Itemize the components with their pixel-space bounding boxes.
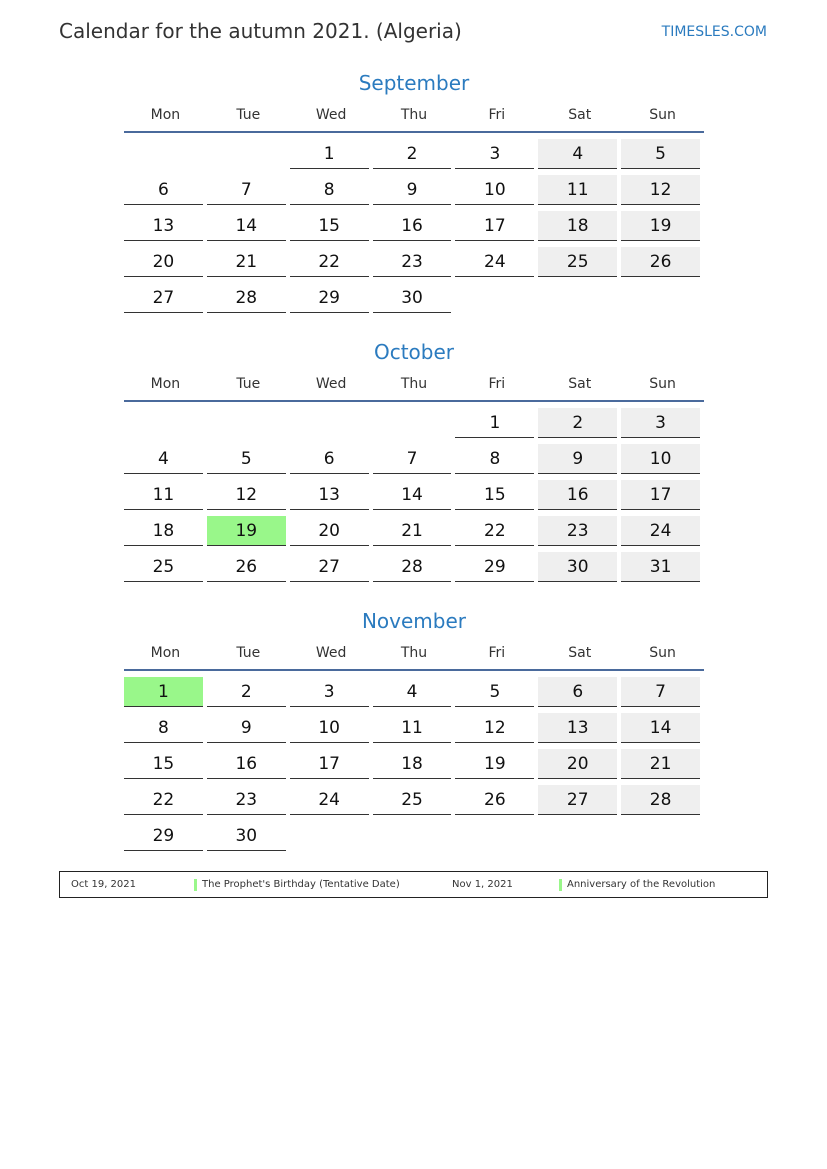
day-number: 27 [538, 785, 617, 815]
day-number: 20 [290, 516, 369, 546]
day-number: 28 [373, 552, 452, 582]
week-row [124, 550, 704, 586]
weekend-day-cell [538, 675, 621, 711]
holiday-legend [59, 871, 768, 898]
month-grid [124, 675, 704, 855]
weekday-label: Thu [400, 107, 428, 123]
day-cell [455, 783, 538, 819]
month-october [124, 339, 704, 586]
day-number: 10 [290, 713, 369, 743]
weekend-day-cell [538, 783, 621, 819]
day-cell [290, 550, 373, 586]
day-cell [124, 747, 207, 783]
day-cell [124, 711, 207, 747]
day-cell [455, 478, 538, 514]
weekend-day-cell [621, 406, 704, 442]
day-cell [207, 245, 290, 281]
day-cell [455, 137, 538, 173]
day-number: 19 [455, 749, 534, 779]
day-number: 14 [373, 480, 452, 510]
day-cell [290, 137, 373, 173]
day-number: 11 [373, 713, 452, 743]
day-number: 20 [538, 749, 617, 779]
weekend-day-cell [538, 442, 621, 478]
day-number: 7 [207, 175, 286, 205]
day-cell [124, 783, 207, 819]
legend-date: Nov 1, 2021 [452, 879, 513, 890]
weekend-day-cell [621, 783, 704, 819]
weekend-day-cell [621, 550, 704, 586]
day-cell [455, 514, 538, 550]
week-row [124, 245, 704, 281]
month-title: November [361, 609, 467, 633]
day-number: 24 [455, 247, 534, 277]
week-row [124, 783, 704, 819]
day-number: 27 [124, 283, 203, 313]
day-number: 23 [538, 516, 617, 546]
day-number: 10 [455, 175, 534, 205]
day-number: 13 [290, 480, 369, 510]
day-number: 26 [207, 552, 286, 582]
day-cell [455, 747, 538, 783]
weekday-label: Sat [568, 107, 592, 123]
day-cell [455, 245, 538, 281]
day-number: 9 [373, 175, 452, 205]
day-number: 26 [621, 247, 700, 277]
day-number: 17 [455, 211, 534, 241]
day-number: 1 [290, 139, 369, 169]
day-cell [207, 675, 290, 711]
day-number: 16 [538, 480, 617, 510]
day-number: 16 [373, 211, 452, 241]
weekday-label: Sat [568, 376, 592, 392]
empty-day-cell [538, 281, 621, 317]
day-number: 1 [455, 408, 534, 438]
day-cell [290, 209, 373, 245]
day-cell [455, 675, 538, 711]
weekday-label: Sun [649, 645, 676, 661]
empty-day-cell [290, 406, 373, 442]
day-number: 27 [290, 552, 369, 582]
empty-day-cell [621, 819, 704, 855]
week-row [124, 209, 704, 245]
day-number: 10 [621, 444, 700, 474]
legend-color-marker [194, 879, 197, 891]
day-cell [124, 173, 207, 209]
day-cell [373, 478, 456, 514]
day-number: 24 [621, 516, 700, 546]
weekday-label: Tue [236, 645, 261, 661]
day-cell [290, 783, 373, 819]
day-number: 7 [621, 677, 700, 707]
day-cell [124, 819, 207, 855]
weekday-label: Fri [488, 645, 506, 661]
weekday-label: Sun [649, 376, 676, 392]
day-cell [124, 281, 207, 317]
day-number: 4 [373, 677, 452, 707]
day-cell [290, 747, 373, 783]
day-cell [207, 819, 290, 855]
day-number: 23 [207, 785, 286, 815]
month-grid [124, 137, 704, 317]
day-cell [290, 514, 373, 550]
weekend-day-cell [621, 442, 704, 478]
day-cell [124, 550, 207, 586]
week-row [124, 819, 704, 855]
day-number: 22 [290, 247, 369, 277]
day-number: 19 [207, 516, 286, 546]
weekend-day-cell [621, 245, 704, 281]
month-grid [124, 406, 704, 586]
weekday-label: Fri [488, 376, 506, 392]
day-cell [290, 478, 373, 514]
week-row [124, 478, 704, 514]
day-number: 19 [621, 211, 700, 241]
weekday-label: Mon [150, 376, 181, 392]
day-number: 16 [207, 749, 286, 779]
day-number: 28 [207, 283, 286, 313]
holiday-day-cell [207, 514, 290, 550]
day-number: 3 [290, 677, 369, 707]
day-cell [290, 675, 373, 711]
weekend-day-cell [621, 173, 704, 209]
day-cell [455, 209, 538, 245]
weekend-day-cell [538, 173, 621, 209]
day-number: 12 [621, 175, 700, 205]
day-number: 29 [124, 821, 203, 851]
weekday-label: Mon [150, 107, 181, 123]
empty-day-cell [455, 819, 538, 855]
weekday-label: Thu [400, 376, 428, 392]
day-cell [207, 747, 290, 783]
day-cell [207, 783, 290, 819]
empty-day-cell [621, 281, 704, 317]
day-number: 12 [207, 480, 286, 510]
empty-day-cell [290, 819, 373, 855]
day-cell [455, 711, 538, 747]
legend-date: Oct 19, 2021 [71, 879, 136, 890]
day-number: 29 [290, 283, 369, 313]
day-number: 9 [207, 713, 286, 743]
day-number: 6 [290, 444, 369, 474]
day-number: 8 [124, 713, 203, 743]
day-number: 17 [621, 480, 700, 510]
weekend-day-cell [538, 550, 621, 586]
day-cell [373, 281, 456, 317]
weekend-day-cell [538, 245, 621, 281]
day-number: 22 [455, 516, 534, 546]
week-row [124, 137, 704, 173]
day-number: 2 [207, 677, 286, 707]
weekend-day-cell [538, 711, 621, 747]
day-cell [373, 442, 456, 478]
day-number: 25 [373, 785, 452, 815]
weekday-label: Tue [236, 376, 261, 392]
day-number: 1 [124, 677, 203, 707]
day-number: 4 [538, 139, 617, 169]
day-cell [373, 137, 456, 173]
week-row [124, 675, 704, 711]
day-cell [207, 209, 290, 245]
legend-holiday-name: Anniversary of the Revolution [567, 879, 716, 890]
week-row [124, 711, 704, 747]
month-november [124, 608, 704, 855]
month-title: October [373, 340, 455, 364]
weekend-day-cell [538, 137, 621, 173]
weekend-day-cell [538, 209, 621, 245]
weekday-label: Tue [236, 107, 261, 123]
day-number: 18 [538, 211, 617, 241]
day-number: 24 [290, 785, 369, 815]
day-cell [455, 173, 538, 209]
weekend-day-cell [538, 514, 621, 550]
weekend-day-cell [621, 478, 704, 514]
week-row [124, 406, 704, 442]
day-number: 9 [538, 444, 617, 474]
day-number: 30 [538, 552, 617, 582]
day-cell [373, 173, 456, 209]
day-cell [290, 245, 373, 281]
day-number: 15 [290, 211, 369, 241]
day-number: 8 [290, 175, 369, 205]
day-number: 17 [290, 749, 369, 779]
weekday-label: Wed [315, 376, 347, 392]
day-number: 13 [538, 713, 617, 743]
day-cell [207, 442, 290, 478]
day-number: 21 [207, 247, 286, 277]
weekend-day-cell [621, 137, 704, 173]
day-number: 30 [373, 283, 452, 313]
day-cell [373, 209, 456, 245]
weekend-day-cell [621, 711, 704, 747]
day-cell [455, 406, 538, 442]
day-number: 26 [455, 785, 534, 815]
day-cell [373, 783, 456, 819]
day-number: 14 [621, 713, 700, 743]
day-cell [373, 550, 456, 586]
week-row [124, 747, 704, 783]
day-number: 2 [373, 139, 452, 169]
day-number: 31 [621, 552, 700, 582]
day-cell [207, 281, 290, 317]
day-number: 25 [538, 247, 617, 277]
empty-day-cell [455, 281, 538, 317]
day-number: 22 [124, 785, 203, 815]
empty-day-cell [373, 819, 456, 855]
day-cell [124, 442, 207, 478]
empty-day-cell [207, 137, 290, 173]
day-cell [373, 245, 456, 281]
day-number: 25 [124, 552, 203, 582]
brand-link[interactable]: TIMESLES.COM [661, 24, 767, 40]
day-number: 5 [455, 677, 534, 707]
day-number: 20 [124, 247, 203, 277]
day-number: 6 [538, 677, 617, 707]
day-cell [373, 675, 456, 711]
weekend-day-cell [621, 747, 704, 783]
day-number: 11 [124, 480, 203, 510]
day-number: 28 [621, 785, 700, 815]
week-row [124, 173, 704, 209]
weekday-label: Sat [568, 645, 592, 661]
holiday-day-cell [124, 675, 207, 711]
day-cell [290, 442, 373, 478]
day-cell [290, 281, 373, 317]
day-number: 12 [455, 713, 534, 743]
weekend-day-cell [621, 514, 704, 550]
weekend-day-cell [621, 209, 704, 245]
empty-day-cell [207, 406, 290, 442]
day-cell [124, 478, 207, 514]
day-number: 11 [538, 175, 617, 205]
day-cell [207, 711, 290, 747]
day-number: 5 [207, 444, 286, 474]
day-number: 3 [621, 408, 700, 438]
day-cell [290, 711, 373, 747]
day-number: 15 [124, 749, 203, 779]
day-number: 3 [455, 139, 534, 169]
day-number: 2 [538, 408, 617, 438]
day-cell [373, 747, 456, 783]
weekday-label: Fri [488, 107, 506, 123]
day-cell [207, 173, 290, 209]
day-cell [124, 514, 207, 550]
weekend-day-cell [621, 675, 704, 711]
month-september [124, 70, 704, 317]
weekday-label: Wed [315, 107, 347, 123]
weekday-label: Thu [400, 645, 428, 661]
empty-day-cell [373, 406, 456, 442]
empty-day-cell [124, 137, 207, 173]
day-number: 18 [373, 749, 452, 779]
day-number: 14 [207, 211, 286, 241]
weekday-label: Wed [315, 645, 347, 661]
empty-day-cell [124, 406, 207, 442]
month-title: September [358, 71, 470, 95]
day-number: 4 [124, 444, 203, 474]
weekday-header-row [124, 643, 704, 671]
day-number: 5 [621, 139, 700, 169]
day-number: 18 [124, 516, 203, 546]
weekend-day-cell [538, 478, 621, 514]
legend-color-marker [559, 879, 562, 891]
day-cell [373, 711, 456, 747]
weekend-day-cell [538, 747, 621, 783]
day-cell [455, 550, 538, 586]
legend-holiday-name: The Prophet's Birthday (Tentative Date) [202, 879, 400, 890]
weekday-label: Sun [649, 107, 676, 123]
week-row [124, 514, 704, 550]
day-cell [290, 173, 373, 209]
day-number: 29 [455, 552, 534, 582]
day-cell [124, 245, 207, 281]
day-number: 21 [621, 749, 700, 779]
day-cell [373, 514, 456, 550]
day-number: 6 [124, 175, 203, 205]
day-number: 8 [455, 444, 534, 474]
day-number: 7 [373, 444, 452, 474]
weekday-header-row [124, 374, 704, 402]
day-cell [455, 442, 538, 478]
day-number: 13 [124, 211, 203, 241]
week-row [124, 442, 704, 478]
page-title: Calendar for the autumn 2021. (Algeria) [59, 19, 462, 43]
weekend-day-cell [538, 406, 621, 442]
day-number: 15 [455, 480, 534, 510]
weekday-label: Mon [150, 645, 181, 661]
empty-day-cell [538, 819, 621, 855]
day-cell [124, 209, 207, 245]
day-number: 23 [373, 247, 452, 277]
day-cell [207, 550, 290, 586]
day-number: 21 [373, 516, 452, 546]
weekday-header-row [124, 105, 704, 133]
day-cell [207, 478, 290, 514]
day-number: 30 [207, 821, 286, 851]
week-row [124, 281, 704, 317]
